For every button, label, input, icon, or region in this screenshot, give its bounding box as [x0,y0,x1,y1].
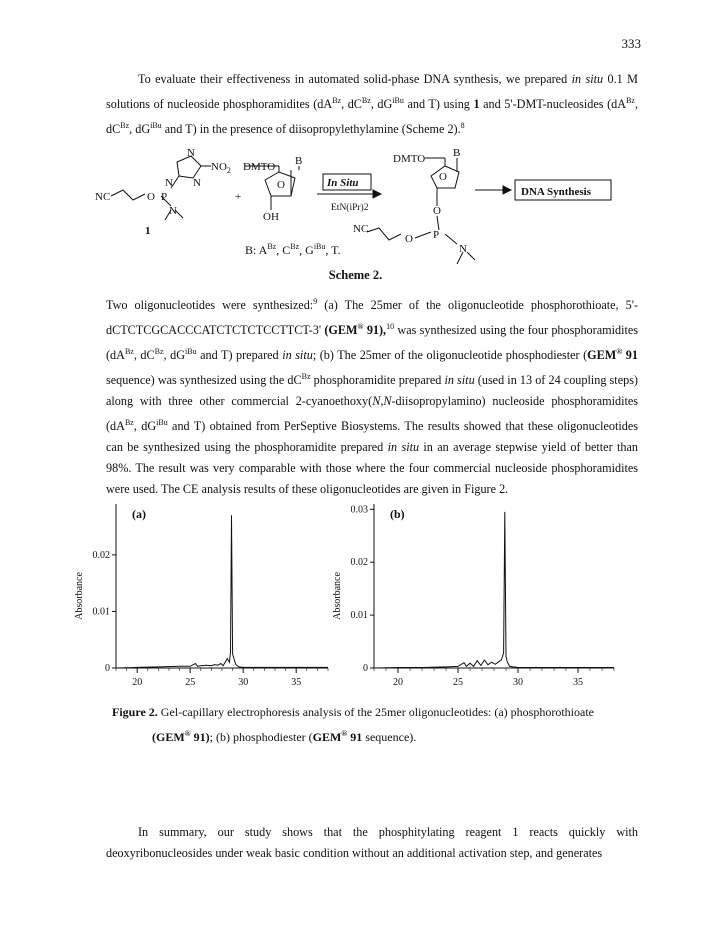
y-tick-label: 0 [105,663,110,674]
text: , dG [163,348,186,363]
text: ; (b) The 25mer of the oligonucleotide phosphodiester ( [312,348,588,363]
x-tick-label: 30 [238,677,249,688]
text: and T) using [403,97,474,112]
oh-label: OH [263,211,279,223]
gem-label: GEM [312,730,342,744]
caption-text: sequence). [362,730,417,744]
panel-label: (b) [390,507,405,521]
x-tick-label: 20 [393,677,403,688]
text: and 5'-DMT-nucleosides (dA [479,97,627,112]
atom-label: N [187,147,195,159]
superscript: Bz [361,96,371,105]
o-bridge-label: O [433,205,441,217]
nitro-label: $NO_2$ [211,161,231,175]
y-axis-label: Absorbance [332,572,343,620]
text: , dG [129,122,151,137]
figure-2-charts [74,498,638,698]
o-left-label: O [147,191,155,203]
gem-label: 91), [363,323,387,338]
nc-left-label: NC [95,191,111,203]
atom-label: N [165,177,173,189]
paragraph-synthesis [106,291,638,500]
caption-text: Gel-capillary electrophoresis analysis of the 25mer oligonucleotides: (a) phosphorothioate [157,705,594,719]
x-tick-label: 35 [291,677,302,688]
gem-label: 91) [190,730,210,744]
text: -diisopropylamino) nucleoside phosphoramidites (dA [106,394,638,434]
text: phosphoramidite prepared [310,373,445,388]
text: , dC [341,97,362,112]
y-tick-label: 0.02 [350,557,368,569]
registered-mark: ® [357,322,364,332]
text: Two oligonucleotides were synthesized: [106,298,314,313]
text: , dC [106,97,638,137]
y-tick-label: 0.01 [350,610,368,622]
x-tick-label: 20 [132,677,143,688]
dmto-left-label: DMTO [243,161,276,173]
text: in an average stepwise yield of better than 98%. The result was very comparable with those where the four commercial nucleoside phosphoramidites were used. The CE analysis results of these oligonucleotides are given in Figure 2. [106,440,638,497]
reaction-scheme [95,148,635,278]
text: 0.1 M solutions of nucleoside phosphoramidites (dA [106,72,638,112]
text: , dC [133,348,155,363]
text: To evaluate their effectiveness in automated solid-phase DNA synthesis, we prepared [138,72,572,86]
y-tick-label: 0.02 [92,549,110,561]
italic-text: in situ [571,72,604,86]
superscript: Bz [301,372,311,382]
text: was synthesized using the four phosphoramidites (dA [106,323,638,363]
superscript: iBu [392,96,404,105]
y-tick-label: 0.01 [92,606,110,618]
registered-mark: ® [341,729,348,738]
page-number: 333 [621,36,641,51]
text: and T) in the presence of diisopropylethylamine (Scheme 2). [161,122,461,137]
paragraph-intro [106,69,638,140]
trace-line [374,512,614,668]
registered-mark: ® [616,347,623,357]
in-situ-box-label: In Situ [327,177,359,189]
reference-mark: 9 [313,297,318,306]
figure-caption [112,702,652,748]
registered-mark: ® [184,729,191,738]
n-left-label: N [169,205,177,217]
text: sequence) was synthesized using the dC [106,373,302,388]
text: and T) prepared [196,348,283,363]
superscript: Bz [332,96,342,105]
bases-label: B: $A^{Bz}$, $C^{Bz}$, $G^{iBu}$, T. [245,242,341,257]
x-tick-label: 35 [573,677,583,688]
compound-number: 1 [145,225,151,237]
gem-label: 91 [347,730,363,744]
triazole-ring [177,156,201,178]
nc-right-label: NC [353,223,369,235]
text: (a) The 25mer of the oligonucleotide phosphorothioate, 5'-dCTCTCGCACCCATCTCTCTCCTTCT-3' [106,298,638,338]
compound-ref: 1 [473,97,480,112]
superscript: iBu [185,347,197,357]
reference-mark: 10 [386,322,395,332]
text: , dG [133,419,157,434]
gem-label: (GEM [324,323,358,338]
ring-o-left: O [277,179,285,191]
reagent-label: EtN(iPr)2 [331,203,369,213]
y-axis-label: Absorbance [74,572,85,620]
gem-label: 91 [622,348,638,363]
superscript: iBu [150,121,162,131]
superscript: Bz [124,347,134,357]
caption-text: ; (b) phosphodiester ( [209,730,313,744]
superscript: Bz [626,96,635,105]
text: and T) obtained from PerSeptive Biosystems. The results showed that these oligonucleotides can be synthesized using the phosphoramidite prepared [106,419,638,455]
italic-text: in situ [444,373,475,388]
atom-label: N [193,177,201,189]
gem-label: GEM [587,348,617,363]
y-tick-label: 0.03 [350,504,368,516]
panel-label: (a) [132,507,146,521]
superscript: iBu [156,418,168,428]
gem-label: (GEM [152,730,185,744]
dmto-right-label: DMTO [393,153,426,165]
p-left-label: P [161,191,168,203]
ring-o-right: O [439,171,447,183]
o-right-label: O [405,233,413,245]
italic-text: N,N [372,394,392,409]
superscript: Bz [154,347,164,357]
dna-synthesis-box-label: DNA Synthesis [521,186,591,198]
scheme-label: Scheme 2. [328,268,383,282]
p-right-label: P [433,229,440,241]
x-tick-label: 30 [513,677,523,688]
italic-text: in situ [282,348,313,363]
text: (used in 13 of 24 coupling steps) along with three other commercial 2-cyanoethoxy( [106,373,638,409]
superscript: Bz [124,418,134,428]
paragraph-summary: In summary, our study shows that the phosphitylating reagent 1 reacts quickly with deoxyribonucleosides under weak basic condition without an additional activation step, and generates [106,825,638,860]
base-right-label: B [453,147,461,159]
n-right-label: N [459,243,467,255]
superscript: Bz [120,121,130,131]
text: , dG [370,97,393,112]
trace-line [116,515,328,668]
reference-mark: 8 [460,121,465,131]
figure-number: Figure 2. [112,705,158,719]
x-tick-label: 25 [185,677,196,688]
y-tick-label: 0 [363,663,368,674]
italic-text: in situ [387,440,420,455]
base-left-label: B [295,155,303,167]
x-tick-label: 25 [453,677,463,688]
plus-sign: + [235,191,242,203]
